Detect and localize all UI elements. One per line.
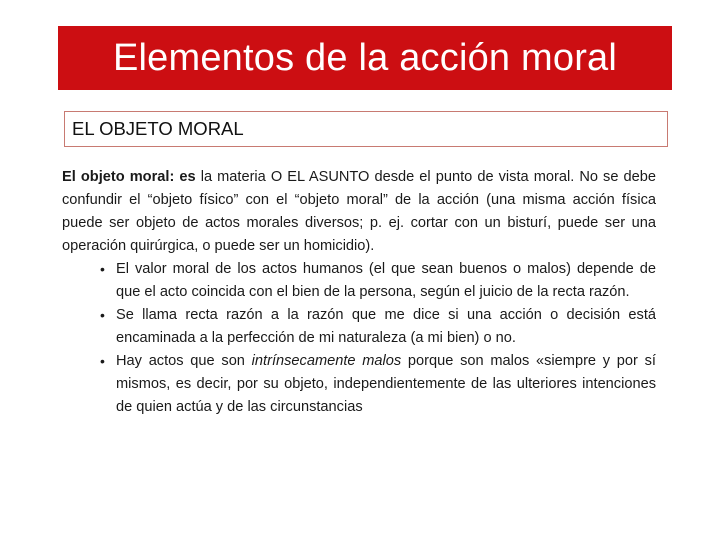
subtitle-box	[64, 111, 668, 147]
bullet-icon: •	[100, 261, 105, 277]
bullet-icon: •	[100, 353, 105, 369]
list-item-text-before: Hay actos que son	[116, 353, 252, 369]
slide-title: Elementos de la acción moral	[112, 36, 618, 79]
list-item-italic: intrínsecamente malos	[251, 353, 402, 369]
bullet-icon: •	[100, 307, 105, 323]
intro-paragraph	[62, 166, 656, 258]
list-item	[62, 304, 656, 350]
list-item	[62, 350, 656, 419]
list-item	[62, 258, 656, 304]
intro-lead: El objeto moral: es	[62, 169, 196, 185]
slide-body	[62, 166, 656, 419]
bullet-list	[62, 258, 656, 419]
list-item-text: Se llama recta razón a la razón que me dice si una acción o decisión está encaminada a la perfección de mi naturaleza (a mi bien) o no.	[116, 307, 656, 346]
intro-text: la materia O EL ASUNTO desde el punto de vista moral. No se debe confundir el “objeto físico” con el “objeto moral” de la acción (una misma acción física puede ser objeto de actos morales diversos; p. ej. cortar con un bisturí, puede ser una operación quirúrgica, o puede ser un homicidio).	[62, 169, 657, 254]
slide-subtitle: EL OBJETO MORAL	[72, 118, 244, 139]
list-item-text-after: porque son malos «siempre y por sí mismos, es decir, por su objeto, independientemente de las ulteriores intenciones de quien actúa y de las circunstancias	[116, 353, 656, 415]
title-banner	[58, 26, 672, 90]
list-item-text: El valor moral de los actos humanos (el que sean buenos o malos) depende de que el acto coincida con el bien de la persona, según el juicio de la recta razón.	[116, 261, 656, 300]
